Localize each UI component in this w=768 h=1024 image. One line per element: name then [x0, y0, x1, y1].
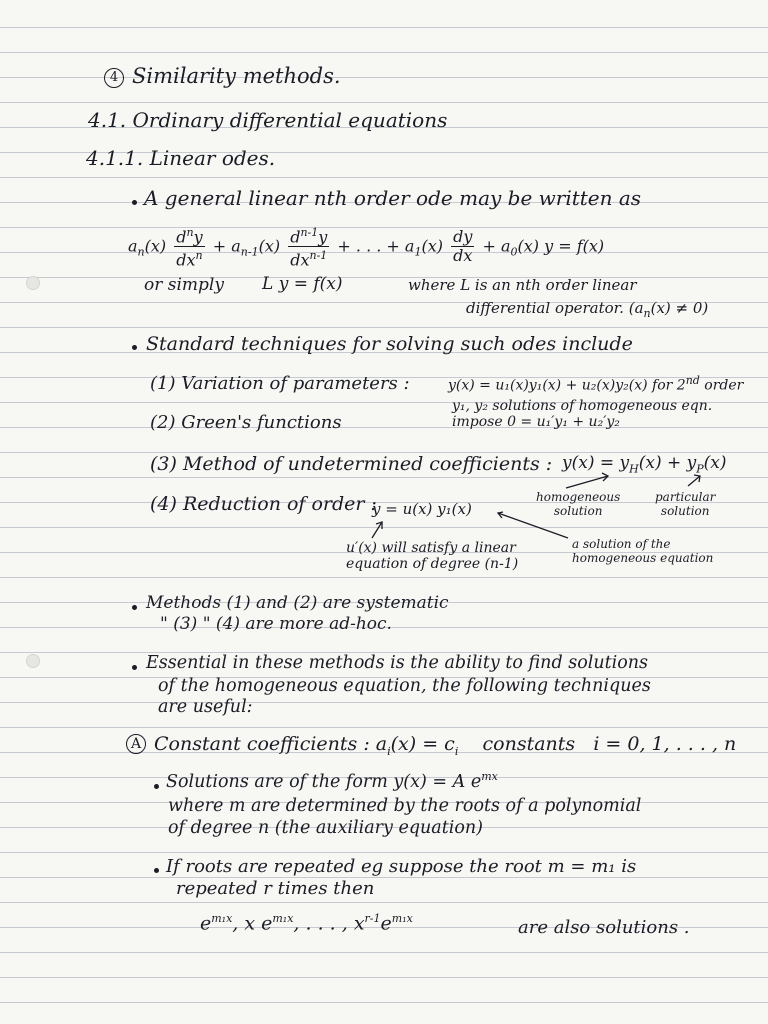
label-line: solution	[660, 504, 710, 518]
eq-sub: 0	[510, 245, 518, 259]
part-a-formula	[375, 733, 459, 758]
operator-note-1: where L is an nth order linear	[408, 276, 637, 294]
solutions-form	[166, 770, 498, 792]
label-line: solution	[553, 504, 603, 518]
repeated-root-solutions	[200, 912, 413, 934]
formula-sub: i	[387, 744, 391, 758]
eq-term: a	[500, 236, 511, 256]
eq-term: (x)	[421, 236, 443, 256]
label-line: a solution of the	[572, 537, 671, 551]
technique-1-note-2: impose 0 = u₁′y₁ + u₂′y₂	[452, 414, 620, 430]
label-line: particular	[655, 490, 716, 504]
technique-3: (3) Method of undetermined coefficients :	[150, 453, 553, 475]
eq-sub: n	[137, 245, 145, 259]
label-line: homogeneous equation	[572, 551, 714, 565]
eq-sup: n-1	[309, 249, 328, 263]
methods-ad-hoc: " (3) " (4) are more ad-hoc.	[160, 614, 392, 634]
cond-paren: (	[628, 299, 635, 317]
label-line: homogeneous	[536, 490, 621, 504]
formula-text: (x) + y	[638, 453, 697, 473]
bullet	[132, 665, 137, 670]
roots-line: where m are determined by the roots of a polynomial	[168, 796, 642, 816]
sol-sup: m₁x	[211, 912, 233, 925]
eq-term: a	[404, 236, 415, 256]
formula-text: a	[375, 733, 388, 755]
auxiliary-line: of degree n (the auxiliary equation)	[168, 818, 483, 838]
eq-sub: 1	[414, 245, 422, 259]
sol-term: e	[380, 912, 392, 935]
sol-sup: m₁x	[391, 912, 413, 925]
eq-term: +	[212, 236, 227, 256]
operator-equation: L y = f(x)	[262, 274, 343, 294]
technique-1-note-1: y₁, y₂ solutions of homogeneous eqn.	[452, 398, 713, 414]
sol-sup: m₁x	[272, 912, 294, 925]
eq-term: y	[318, 227, 328, 247]
solutions-form-sup: mx	[481, 770, 498, 783]
eq-term: a	[231, 236, 241, 256]
eq-sup: n	[195, 249, 203, 263]
solutions-form-text: Solutions are of the form y(x) = A e	[166, 771, 482, 792]
formula-sub: i	[454, 744, 459, 758]
technique-4: (4) Reduction of order :	[150, 493, 377, 515]
cond-sub: n	[643, 307, 651, 320]
label-line: equation of degree (n-1)	[346, 556, 519, 572]
eq-sup: n-1	[300, 226, 319, 239]
part-a-label: A	[126, 734, 146, 754]
part-a-title: Constant coefficients :	[154, 733, 370, 755]
technique-2: (2) Green's functions	[150, 412, 342, 433]
eq-term: (x)	[144, 236, 167, 256]
arrow-known-solution	[498, 513, 568, 538]
eq-term: d	[290, 227, 301, 247]
eq-sub: n-1	[240, 245, 259, 259]
eq-term: d	[176, 227, 187, 247]
sol-term: , x e	[232, 912, 273, 935]
cond-term: (x) ≠ 0)	[650, 299, 709, 317]
constants-label: constants	[482, 733, 576, 755]
bullet	[154, 784, 159, 789]
index-range: i = 0, 1, . . . , n	[593, 733, 737, 755]
repeated-roots-line-1: If roots are repeated eg suppose the root m = m₁ is	[166, 856, 637, 877]
sol-sup: r-1	[364, 912, 381, 925]
arrow-reduced-equation	[372, 522, 382, 538]
formula-sup: nd	[685, 374, 700, 387]
part-a-heading	[126, 733, 736, 758]
essential-line-2: of the homogeneous equation, the following techniques	[158, 676, 651, 696]
eq-term: y	[193, 227, 203, 247]
eq-term: a	[128, 236, 138, 256]
formula-text: y(x) = u₁(x)y₁(x) + u₂(x)y₂(x) for 2	[448, 377, 686, 394]
eq-term: dx	[290, 250, 310, 270]
paragraph-1-intro: A general linear nth order ode may be written as	[144, 186, 642, 210]
arrow-homogeneous	[566, 476, 608, 488]
chapter-title: Similarity methods.	[132, 64, 341, 88]
formula-sub: P	[696, 462, 704, 476]
eq-term: + . . . +	[337, 236, 400, 256]
formula-text: order	[704, 377, 744, 394]
eq-term: dx	[453, 246, 473, 266]
cond-term: a	[634, 299, 644, 317]
bullet	[154, 868, 159, 873]
eq-sup: n	[186, 226, 194, 239]
formula-text: y(x) = y	[562, 453, 630, 473]
bullet	[132, 605, 137, 610]
section-heading: 4.1. Ordinary differential equations	[88, 108, 448, 132]
formula-sub: H	[629, 462, 639, 476]
technique-1: (1) Variation of parameters :	[150, 373, 410, 394]
sol-term: e	[200, 912, 212, 935]
essential-line-1: Essential in these methods is the ability to find solutions	[146, 653, 649, 673]
techniques-intro: Standard techniques for solving such odes include	[146, 333, 633, 355]
repeated-roots-line-2: repeated r times then	[176, 878, 375, 899]
subsection-heading: 4.1.1. Linear odes.	[86, 146, 276, 170]
label-line: u′(x) will satisfy a linear	[346, 540, 516, 556]
also-solutions-label: are also solutions .	[518, 917, 690, 938]
or-simply-label: or simply	[144, 275, 224, 295]
technique-4-formula: y = u(x) y₁(x)	[372, 500, 472, 518]
eq-term: (x)	[258, 236, 281, 256]
methods-systematic: Methods (1) and (2) are systematic	[146, 593, 449, 613]
operator-note-text: differential operator.	[466, 299, 624, 317]
chapter-number: 4	[104, 68, 124, 88]
essential-line-3: are useful:	[158, 697, 253, 717]
eq-term: (x) y = f(x)	[517, 236, 605, 256]
eq-term: dx	[176, 250, 196, 270]
arrow-particular	[688, 476, 700, 486]
formula-text: (x) = c	[390, 733, 455, 755]
eq-term: +	[482, 236, 496, 256]
sol-term: , . . . , x	[293, 912, 365, 935]
formula-text: (x)	[703, 453, 727, 473]
eq-term: dy	[453, 227, 473, 247]
